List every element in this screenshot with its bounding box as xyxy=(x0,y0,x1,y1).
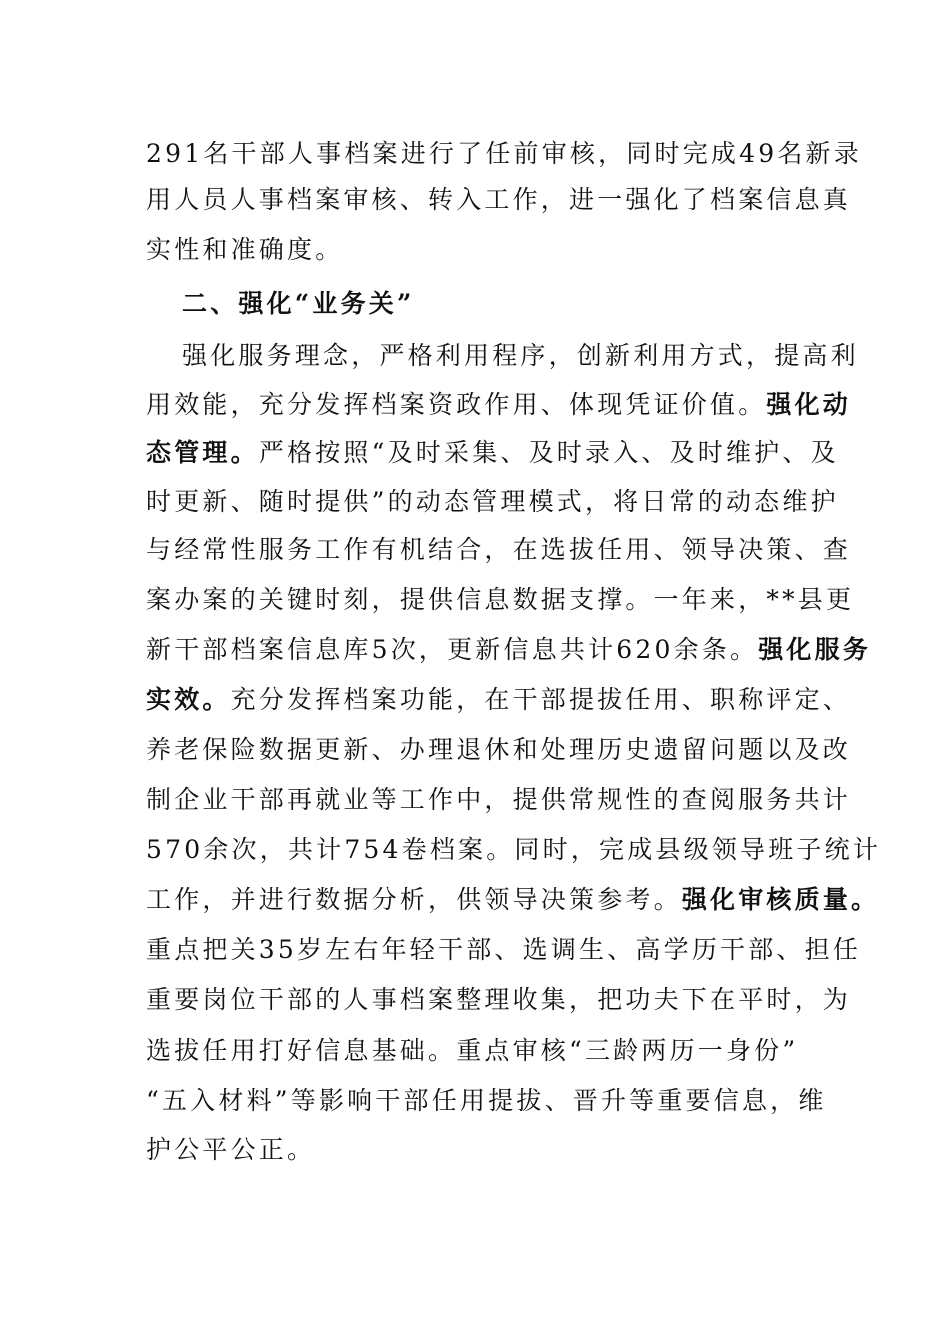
paragraph-line xyxy=(146,180,852,220)
line-text: 570余次，共计754卷档案。同时，完成县级领导班子统计 xyxy=(146,835,882,864)
paragraph-line xyxy=(146,580,855,620)
line-text: 重要岗位干部的人事档案整理收集，把功夫下在平时，为 xyxy=(146,985,852,1014)
paragraph-line xyxy=(146,830,882,870)
paragraph-line xyxy=(146,230,826,270)
line-text: 用效能，充分发挥档案资政作用、体现凭证价值。 xyxy=(146,390,767,419)
paragraph-line xyxy=(146,980,852,1020)
paragraph-line xyxy=(146,1081,826,1121)
paragraph-line xyxy=(146,134,862,174)
line-text: 选拔任用打好信息基础。重点审核“三龄两历一身份” xyxy=(146,1036,799,1065)
line-text: 充分发挥档案功能，在干部提拔任用、职称评定、 xyxy=(230,685,852,714)
paragraph-line xyxy=(146,433,839,473)
line-text: 与经常性服务工作有机结合，在选拔任用、领导决策、查 xyxy=(146,535,852,564)
line-text: 新干部档案信息库5次，更新信息共计620余条。 xyxy=(146,635,759,664)
bold-phrase: 强化动 xyxy=(766,390,852,419)
line-text: 护公平公正。 xyxy=(146,1135,316,1164)
paragraph-line xyxy=(146,385,852,425)
paragraph-line xyxy=(146,680,852,720)
paragraph-line xyxy=(146,530,852,570)
line-text: 实性和准确度。 xyxy=(146,235,344,264)
section-heading xyxy=(182,284,862,324)
line-text: 养老保险数据更新、办理退休和处理历史遗留问题以及改 xyxy=(146,735,852,764)
paragraph-line xyxy=(146,730,852,770)
paragraph-line xyxy=(146,1130,826,1170)
line-text: 制企业干部再就业等工作中，提供常规性的查阅服务共计 xyxy=(146,785,852,814)
line-text: 强化服务理念，严格利用程序，创新利用方式，提高利 xyxy=(182,341,859,370)
line-text: 工作，并进行数据分析，供领导决策参考。 xyxy=(146,885,682,914)
bold-phrase: 强化审核质量。 xyxy=(681,885,880,914)
paragraph-line xyxy=(146,880,880,920)
paragraph-line xyxy=(146,1031,826,1071)
paragraph-line xyxy=(146,482,839,522)
paragraph-line xyxy=(182,336,862,376)
paragraph-line xyxy=(146,630,872,670)
bold-phrase: 实效。 xyxy=(146,685,231,714)
bold-phrase: 态管理。 xyxy=(146,438,259,467)
line-text: 重点把关35岁左右年轻干部、选调生、高学历干部、担任 xyxy=(146,935,862,964)
line-text: 291名干部人事档案进行了任前审核，同时完成49名新录 xyxy=(146,139,862,168)
line-text: 严格按照“及时采集、及时录入、及时维护、及 xyxy=(258,438,839,467)
heading-text: 二、强化“业务关” xyxy=(182,289,415,318)
line-text: 案办案的关键时刻，提供信息数据支撑。一年来，**县更 xyxy=(146,585,855,614)
paragraph-line xyxy=(146,930,862,970)
bold-phrase: 强化服务 xyxy=(758,635,872,664)
paragraph-line xyxy=(146,780,852,820)
line-text: “五入材料”等影响干部任用提拔、晋升等重要信息，维 xyxy=(146,1086,827,1115)
line-text: 用人员人事档案审核、转入工作，进一强化了档案信息真 xyxy=(146,185,852,214)
line-text: 时更新、随时提供”的动态管理模式，将日常的动态维护 xyxy=(146,487,839,516)
